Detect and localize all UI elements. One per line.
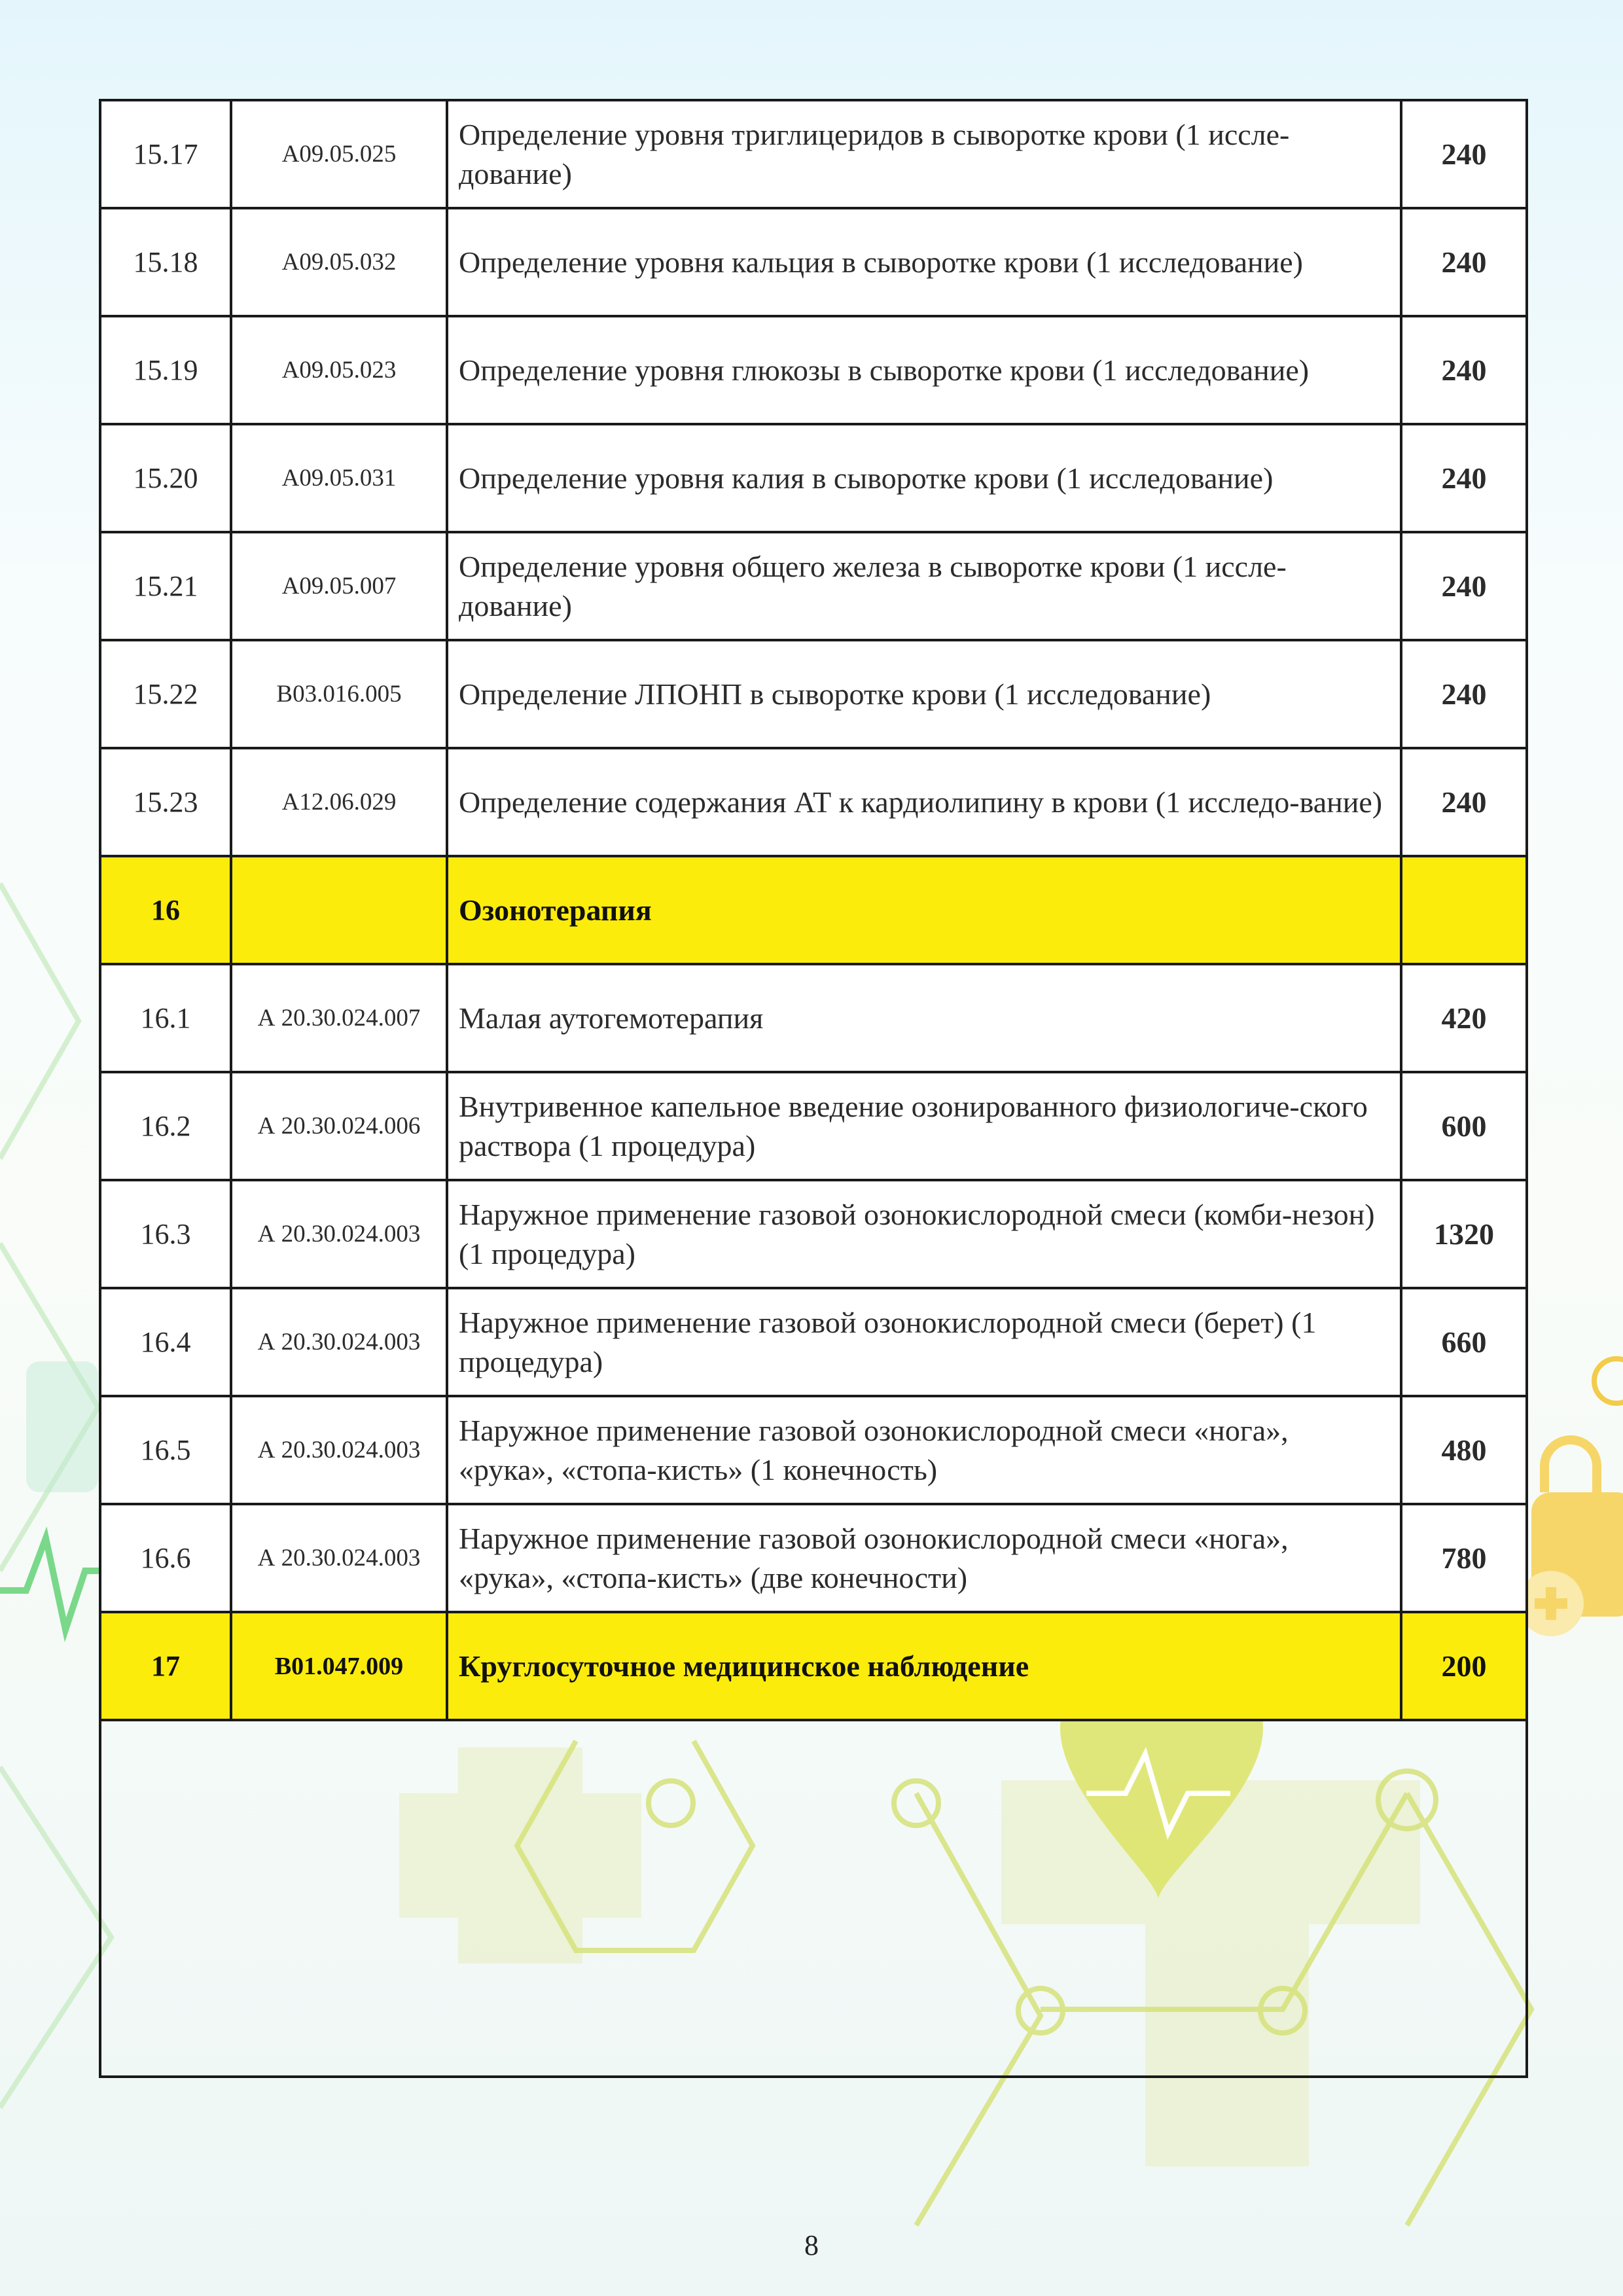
service-price: 660 xyxy=(1441,1325,1487,1359)
service-code: A09.05.031 xyxy=(232,425,448,531)
service-price: 1320 xyxy=(1434,1217,1494,1251)
row-number: 16.3 xyxy=(101,1181,232,1287)
row-number: 16.4 xyxy=(101,1289,232,1395)
page-number: 8 xyxy=(804,2229,819,2261)
service-price: 240 xyxy=(1441,785,1487,819)
service-name: Малая аутогемотерапия xyxy=(448,965,1402,1071)
service-name: Наружное применение газовой озонокислородной смеси «нога», «рука», «стопа-кисть» (две конечности) xyxy=(448,1505,1402,1611)
service-name: Определение уровня глюкозы в сыворотке крови (1 исследование) xyxy=(448,317,1402,423)
service-name: Наружное применение газовой озонокислородной смеси (берет) (1 процедура) xyxy=(448,1289,1402,1395)
row-number: 16.5 xyxy=(101,1397,232,1503)
row-number: 16 xyxy=(101,857,232,963)
service-code: B03.016.005 xyxy=(232,641,448,747)
table-row xyxy=(101,533,1525,641)
table-row xyxy=(101,1505,1525,1613)
service-code: А 20.30.024.003 xyxy=(232,1397,448,1503)
service-name: Определение содержания АТ к кардиолипину в крови (1 исследо-вание) xyxy=(448,749,1402,855)
service-name: Озонотерапия xyxy=(448,857,1402,963)
service-price: 600 xyxy=(1441,1109,1487,1143)
row-number: 15.17 xyxy=(101,101,232,207)
service-code: А 20.30.024.003 xyxy=(232,1505,448,1611)
service-code: A12.06.029 xyxy=(232,749,448,855)
service-code xyxy=(232,857,448,963)
service-code: А 20.30.024.006 xyxy=(232,1073,448,1179)
service-price: 240 xyxy=(1441,569,1487,603)
service-price: 420 xyxy=(1441,1001,1487,1035)
service-price: 200 xyxy=(1441,1649,1487,1683)
table-row xyxy=(101,1397,1525,1505)
service-code: A09.05.007 xyxy=(232,533,448,639)
table-row xyxy=(101,965,1525,1073)
table-row xyxy=(101,1289,1525,1397)
service-name: Внутривенное капельное введение озонированного физиологиче-ского раствора (1 процедура) xyxy=(448,1073,1402,1179)
service-name: Определение уровня калия в сыворотке крови (1 исследование) xyxy=(448,425,1402,531)
service-code: A09.05.032 xyxy=(232,209,448,315)
table-row xyxy=(101,317,1525,425)
table-row xyxy=(101,209,1525,317)
service-code: А 20.30.024.007 xyxy=(232,965,448,1071)
section-header-row xyxy=(101,857,1525,965)
service-name: Определение уровня триглицеридов в сыворотке крови (1 иссле-дование) xyxy=(448,101,1402,207)
service-price: 240 xyxy=(1441,677,1487,711)
row-number: 15.20 xyxy=(101,425,232,531)
row-number: 15.18 xyxy=(101,209,232,315)
row-number: 15.21 xyxy=(101,533,232,639)
row-number: 17 xyxy=(101,1613,232,1719)
service-name: Определение ЛПОНП в сыворотке крови (1 исследование) xyxy=(448,641,1402,747)
row-number: 15.19 xyxy=(101,317,232,423)
row-number: 16.6 xyxy=(101,1505,232,1611)
service-name: Определение уровня кальция в сыворотке крови (1 исследование) xyxy=(448,209,1402,315)
row-number: 16.1 xyxy=(101,965,232,1071)
service-price: 780 xyxy=(1441,1541,1487,1575)
service-price: 240 xyxy=(1441,245,1487,279)
service-price: 240 xyxy=(1441,137,1487,171)
service-code: A09.05.023 xyxy=(232,317,448,423)
service-code: B01.047.009 xyxy=(232,1613,448,1719)
table-row xyxy=(101,1181,1525,1289)
service-price: 480 xyxy=(1441,1433,1487,1467)
service-name: Наружное применение газовой озонокислородной смеси (комби-незон) (1 процедура) xyxy=(448,1181,1402,1287)
table-row xyxy=(101,101,1525,209)
service-code: А 20.30.024.003 xyxy=(232,1181,448,1287)
row-number: 15.22 xyxy=(101,641,232,747)
row-number: 15.23 xyxy=(101,749,232,855)
service-price: 240 xyxy=(1441,353,1487,387)
service-price xyxy=(1402,857,1525,963)
table-row xyxy=(101,425,1525,533)
table-row xyxy=(101,749,1525,857)
price-table xyxy=(99,99,1528,2078)
row-number: 16.2 xyxy=(101,1073,232,1179)
service-name: Определение уровня общего железа в сыворотке крови (1 иссле-дование) xyxy=(448,533,1402,639)
service-code: А 20.30.024.003 xyxy=(232,1289,448,1395)
service-name: Круглосуточное медицинское наблюдение xyxy=(448,1613,1402,1719)
section-header-row xyxy=(101,1613,1525,1721)
service-code: A09.05.025 xyxy=(232,101,448,207)
table-row xyxy=(101,1073,1525,1181)
table-row xyxy=(101,641,1525,749)
service-name: Наружное применение газовой озонокислородной смеси «нога», «рука», «стопа-кисть» (1 конечность) xyxy=(448,1397,1402,1503)
service-price: 240 xyxy=(1441,461,1487,495)
